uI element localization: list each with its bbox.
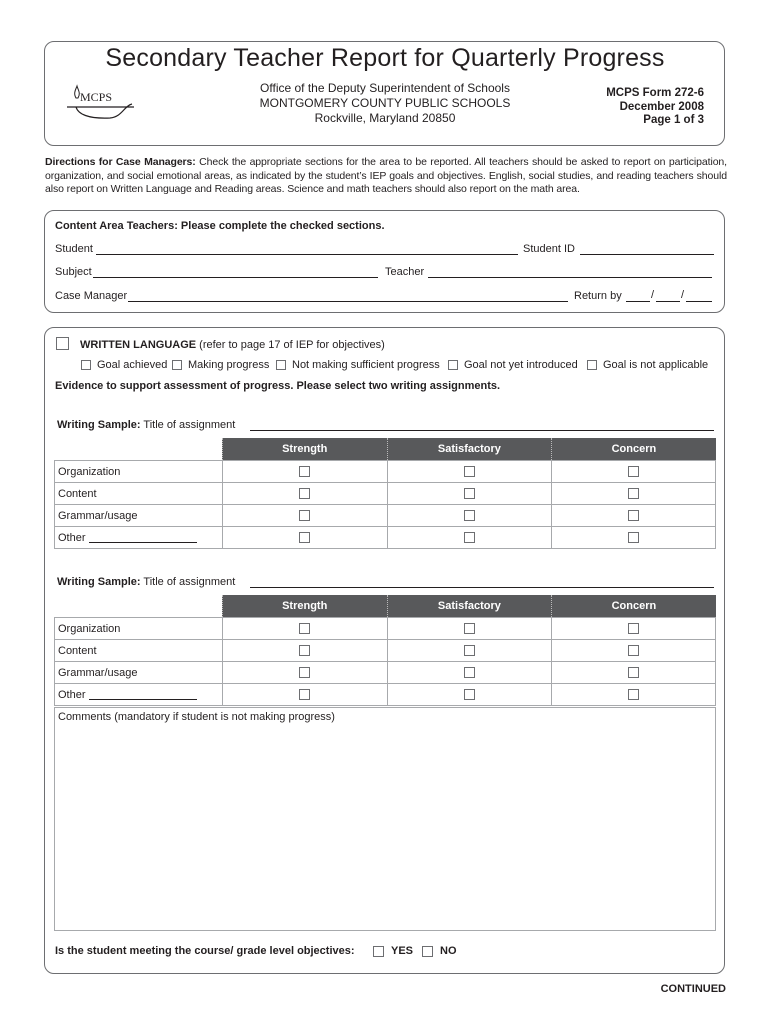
return-by-label: Return by bbox=[574, 290, 622, 302]
table-row bbox=[55, 505, 716, 527]
office-line: Office of the Deputy Superintendent of Schools bbox=[260, 81, 510, 95]
written-language-title: WRITTEN LANGUAGE bbox=[80, 339, 197, 351]
row-label-content: Content bbox=[55, 483, 223, 505]
content-concern-checkbox[interactable] bbox=[628, 645, 639, 656]
student-id-field[interactable] bbox=[580, 254, 714, 255]
making-progress-label: Making progress bbox=[188, 359, 270, 371]
other-satisfactory-checkbox[interactable] bbox=[464, 689, 475, 700]
organization-concern-checkbox[interactable] bbox=[628, 466, 639, 477]
continued-label: CONTINUED bbox=[660, 983, 726, 995]
column-header-satisfactory: Satisfactory bbox=[387, 595, 552, 618]
table-row bbox=[55, 640, 716, 662]
table-row bbox=[55, 684, 716, 706]
page-title: Secondary Teacher Report for Quarterly Progress bbox=[105, 44, 665, 72]
column-header-concern: Concern bbox=[552, 595, 716, 618]
directions bbox=[45, 156, 727, 197]
yes-label: YES bbox=[391, 945, 414, 957]
return-by-day-field[interactable] bbox=[656, 301, 680, 302]
other-field[interactable] bbox=[89, 699, 197, 700]
goal-not-applicable-label: Goal is not applicable bbox=[603, 359, 709, 371]
objectives-question: Is the student meeting the course/ grade level objectives: bbox=[55, 945, 355, 957]
organization-satisfactory-checkbox[interactable] bbox=[464, 466, 475, 477]
organization-strength-checkbox[interactable] bbox=[299, 466, 310, 477]
table-header-row bbox=[55, 438, 716, 461]
other-concern-checkbox[interactable] bbox=[628, 689, 639, 700]
writing-sample-label: Writing Sample: bbox=[57, 419, 141, 431]
written-language-heading bbox=[80, 339, 385, 351]
no-label: NO bbox=[440, 945, 457, 957]
grammar-satisfactory-checkbox[interactable] bbox=[464, 510, 475, 521]
content-concern-checkbox[interactable] bbox=[628, 488, 639, 499]
office-line: MONTGOMERY COUNTY PUBLIC SCHOOLS bbox=[259, 96, 511, 110]
other-strength-checkbox[interactable] bbox=[299, 689, 310, 700]
row-label-grammar-usage: Grammar/usage bbox=[55, 662, 223, 684]
comments-textarea[interactable] bbox=[54, 707, 716, 931]
subject-field[interactable] bbox=[93, 277, 378, 278]
date-separator: / bbox=[651, 289, 655, 301]
organization-concern-checkbox[interactable] bbox=[628, 623, 639, 634]
goal-achieved-checkbox[interactable] bbox=[81, 360, 91, 370]
column-header-satisfactory: Satisfactory bbox=[387, 438, 552, 461]
grammar-concern-checkbox[interactable] bbox=[628, 667, 639, 678]
column-header-concern: Concern bbox=[552, 438, 716, 461]
written-language-checkbox[interactable] bbox=[56, 337, 69, 350]
table-header-row bbox=[55, 595, 716, 618]
content-satisfactory-checkbox[interactable] bbox=[464, 645, 475, 656]
page-number: Page 1 of 3 bbox=[643, 114, 704, 126]
table-row bbox=[55, 527, 716, 549]
other-satisfactory-checkbox[interactable] bbox=[464, 532, 475, 543]
not-making-sufficient-progress-checkbox[interactable] bbox=[276, 360, 286, 370]
title-of-assignment-label: Title of assignment bbox=[140, 419, 236, 431]
table-row bbox=[55, 662, 716, 684]
mcps-logo bbox=[64, 84, 136, 124]
writing-sample-1-table bbox=[54, 438, 716, 549]
organization-satisfactory-checkbox[interactable] bbox=[464, 623, 475, 634]
evidence-text: Evidence to support assessment of progress. Please select two writing assignments. bbox=[55, 380, 501, 392]
date-separator: / bbox=[681, 289, 685, 301]
table-row bbox=[55, 618, 716, 640]
table-row bbox=[55, 461, 716, 483]
row-label-organization: Organization bbox=[55, 618, 223, 640]
content-strength-checkbox[interactable] bbox=[299, 645, 310, 656]
other-concern-checkbox[interactable] bbox=[628, 532, 639, 543]
not-making-sufficient-progress-label: Not making sufficient progress bbox=[292, 359, 440, 371]
row-label-grammar-usage: Grammar/usage bbox=[55, 505, 223, 527]
form-date: December 2008 bbox=[619, 100, 704, 113]
content-strength-checkbox[interactable] bbox=[299, 488, 310, 499]
row-label-organization: Organization bbox=[55, 461, 223, 483]
return-by-year-field[interactable] bbox=[686, 301, 712, 302]
writing-sample-1-title-field[interactable] bbox=[250, 430, 714, 431]
other-label: Other bbox=[58, 531, 86, 544]
return-by-month-field[interactable] bbox=[626, 301, 650, 302]
table-row bbox=[55, 483, 716, 505]
goal-not-applicable-checkbox[interactable] bbox=[587, 360, 597, 370]
goal-not-yet-introduced-label: Goal not yet introduced bbox=[464, 359, 578, 371]
comments-label: Comments (mandatory if student is not making progress) bbox=[58, 711, 335, 723]
other-field[interactable] bbox=[89, 542, 197, 543]
other-strength-checkbox[interactable] bbox=[299, 532, 310, 543]
row-label-other bbox=[55, 684, 223, 706]
office-address bbox=[230, 81, 540, 126]
directions-text: Check the appropriate sections for the area to be reported. All teachers should be asked to report on participation, organization, and social emotional areas, as indicated by the student’s IEP goals and objectives. English, social studies, and reading teachers should also report on Written Language and Reading areas. Science and math teachers should also report on the math area. bbox=[45, 156, 727, 195]
info-heading: Content Area Teachers: Please complete the checked sections. bbox=[55, 220, 385, 232]
teacher-label: Teacher bbox=[385, 266, 425, 278]
no-checkbox[interactable] bbox=[422, 946, 433, 957]
writing-sample-2-title bbox=[57, 576, 235, 588]
case-manager-field[interactable] bbox=[128, 301, 568, 302]
goal-not-yet-introduced-checkbox[interactable] bbox=[448, 360, 458, 370]
subject-label: Subject bbox=[55, 266, 92, 278]
making-progress-checkbox[interactable] bbox=[172, 360, 182, 370]
title-of-assignment-label: Title of assignment bbox=[140, 576, 236, 588]
writing-sample-1-title bbox=[57, 419, 235, 431]
student-field[interactable] bbox=[96, 254, 518, 255]
office-line: Rockville, Maryland 20850 bbox=[314, 111, 456, 125]
column-header-strength: Strength bbox=[222, 438, 387, 461]
yes-checkbox[interactable] bbox=[373, 946, 384, 957]
student-label: Student bbox=[55, 243, 93, 255]
student-id-label: Student ID bbox=[523, 243, 575, 255]
goal-achieved-label: Goal achieved bbox=[97, 359, 168, 371]
row-label-content: Content bbox=[55, 640, 223, 662]
writing-sample-2-table bbox=[54, 595, 716, 706]
grammar-concern-checkbox[interactable] bbox=[628, 510, 639, 521]
form-id bbox=[544, 87, 704, 128]
content-satisfactory-checkbox[interactable] bbox=[464, 488, 475, 499]
directions-label: Directions for Case Managers: bbox=[45, 156, 196, 168]
logo-text: MCPS bbox=[80, 90, 113, 104]
form-number: MCPS Form 272-6 bbox=[606, 87, 704, 99]
row-label-other bbox=[55, 527, 223, 549]
organization-strength-checkbox[interactable] bbox=[299, 623, 310, 634]
case-manager-label: Case Manager bbox=[55, 290, 128, 302]
writing-sample-label: Writing Sample: bbox=[57, 576, 141, 588]
grammar-strength-checkbox[interactable] bbox=[299, 510, 310, 521]
other-label: Other bbox=[58, 688, 86, 701]
column-header-strength: Strength bbox=[222, 595, 387, 618]
grammar-satisfactory-checkbox[interactable] bbox=[464, 667, 475, 678]
writing-sample-2-title-field[interactable] bbox=[250, 587, 714, 588]
grammar-strength-checkbox[interactable] bbox=[299, 667, 310, 678]
teacher-field[interactable] bbox=[428, 277, 712, 278]
written-language-subtitle: (refer to page 17 of IEP for objectives) bbox=[196, 339, 385, 351]
